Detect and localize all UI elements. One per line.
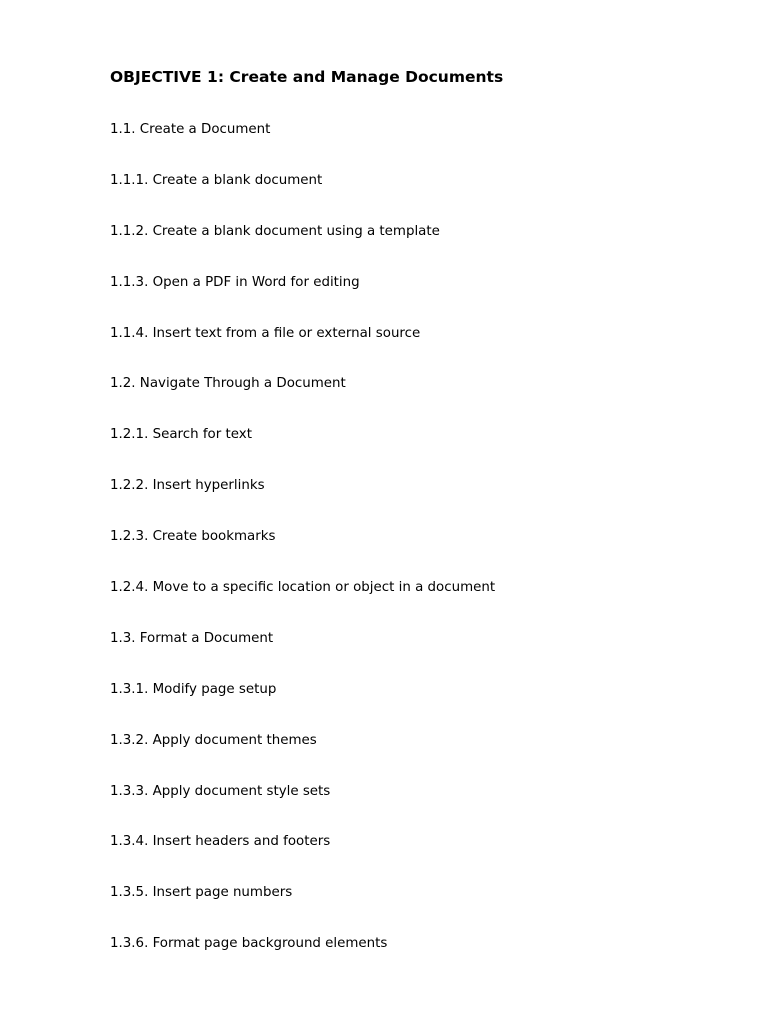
outline-item: 1.2.2. Insert hyperlinks	[110, 478, 265, 494]
outline-item: 1.1. Create a Document	[110, 122, 271, 137]
outline-item: 1.3.4. Insert headers and footers	[110, 834, 331, 850]
outline-item: 1.3. Format a Document	[110, 630, 274, 646]
outline-item: 1.2.4. Move to a specific location or object in a document	[110, 580, 496, 596]
outline-item: 1.1.1. Create a blank document	[110, 172, 323, 188]
outline-item: 1.2.3. Create bookmarks	[110, 529, 276, 545]
objective-heading: OBJECTIVE 1: Create and Manage Documents	[110, 68, 504, 86]
outline-item: 1.1.3. Open a PDF in Word for editing	[110, 274, 360, 290]
outline-item: 1.2.1. Search for text	[110, 427, 252, 443]
outline-item: 1.3.3. Apply document style sets	[110, 783, 331, 799]
objective-outline	[110, 120, 495, 985]
outline-item: 1.1.4. Insert text from a file or external source	[110, 325, 421, 341]
outline-item: 1.2. Navigate Through a Document	[110, 376, 346, 392]
outline-item: 1.3.1. Modify page setup	[110, 681, 277, 697]
outline-item: 1.3.2. Apply document themes	[110, 732, 317, 748]
outline-item: 1.3.5. Insert page numbers	[110, 885, 293, 901]
outline-item: 1.1.2. Create a blank document using a template	[110, 223, 440, 239]
outline-item: 1.3.6. Format page background elements	[110, 936, 388, 952]
